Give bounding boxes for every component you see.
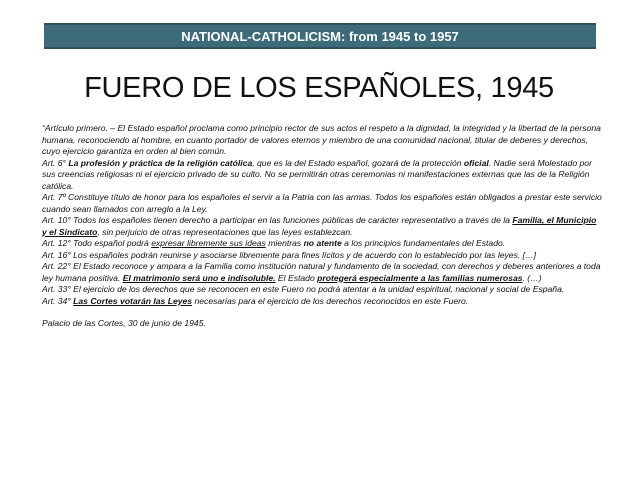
article-12-middle: mientras [265,238,304,248]
article-6-bold-religion: La profesión y práctica de la religión católica [68,157,253,168]
section-header-bar [44,23,596,49]
article-22-emphasis-marriage: El matrimonio será uno e indisoluble. [122,272,276,283]
article-12-rest: a los principios fundamentales del Estado. [341,238,506,248]
article-6 [42,158,602,193]
document-body [42,123,602,330]
article-34-prefix: Art. 34° [42,295,74,306]
article-33: Art. 33° El ejercicio de los derechos que se reconocen en este Fuero no podrá atentar a la unidad espiritual, nacional y social de España. [42,284,565,294]
article-10 [42,215,602,238]
article-22-prefix: Art. 22° El Estado reconoce y ampara a la Familia como institución natural y fundamento de la sociedad, con derechos y deberes anteriores a toda ley humana positiva. [42,261,601,283]
article-12-prefix: Art. 12° Todo español podrá [42,238,152,248]
article-12-bold: no atente [303,238,342,248]
article-6-middle: , que es la del Estado español, gozará de la protección [252,157,464,168]
article-16: Art. 16° Los españoles podrán reunirse y asociarse libremente para fines lícitos y de acuerdo con lo establecido por las leyes. […] [42,249,537,260]
section-header-label: NATIONAL-CATHOLICISM: from 1945 to 1957 [181,28,459,44]
article-10-emphasis: Familia, el Municipio y el Sindicato [42,215,597,237]
article-22 [42,261,602,284]
article-6-bold-oficial: oficial [463,157,489,168]
article-6-rest: . Nadie será Molestado por sus creencias religiosas ni el ejercicio privado de su culto. No se permitirán otras ceremonias ni manifestaciones externas que las de la Religión católica. [42,157,592,191]
article-34-rest: necesarias para el ejercicio de los derechos reconocidos en este Fuero. [192,295,469,306]
article-12-underline: expresar libremente sus ideas [151,238,266,248]
slide-title: FUERO DE LOS ESPAÑOLES, 1945 [84,72,554,104]
article-10-prefix: Art. 10° Todos los españoles tienen derecho a participar en las funciones públicas de carácter representativo a través de la [42,215,513,225]
article-34 [42,296,602,308]
article-7: Art. 7º Constituye título de honor para los españoles el servir a la Patria con las armas. Todos los españoles están obligados a prestar este servicio cuando sean llamados con arreglo a la Ley. [42,192,602,214]
article-22-emphasis-families: protegerá especialmente a las familias numerosas [317,272,523,283]
closing-signature: Palacio de las Cortes, 30 de junio de 1945. [42,318,206,328]
article-34-emphasis: Las Cortes votarán las Leyes [73,295,193,306]
article-10-rest: , sin perjuicio de otras representaciones que las leyes establezcan. [97,226,353,237]
article-12 [42,238,602,250]
article-1: “Artículo primero. – El Estado español proclama como principio rector de sus actos el respeto a la dignidad, la integridad y la libertad de la persona humana, reconociendo al hombre, en cuanto portador de valores eternos y miembro de una comunidad nacional, titular de deberes y derechos, cuyo ejercicio garantiza en orden al bien común. [42,123,601,156]
article-22-rest: . (…) [522,272,542,283]
article-6-prefix: Art. 6° [42,157,69,168]
article-22-middle: El Estado [275,272,318,283]
